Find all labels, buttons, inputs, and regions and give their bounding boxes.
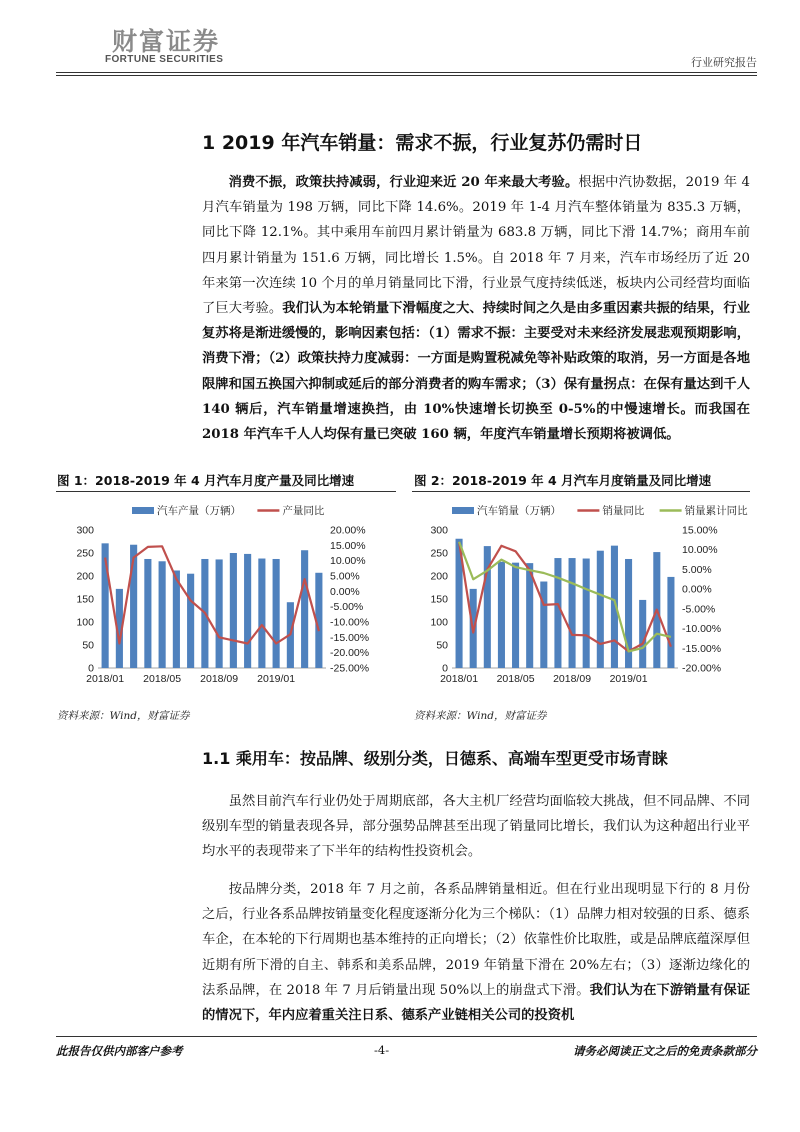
- right-axis-tick: 15.00%: [330, 539, 366, 552]
- footer-disclaimer: 此报告仅供内部客户参考: [56, 1044, 183, 1058]
- bar: [512, 563, 519, 668]
- p3-plain: 按品牌分类，2018 年 7 月之前，各系品牌销量相近。但在行业出现明显下行的 8 月份之后，行业各系品牌按销量变化程度逐渐分化为三个梯队：（1）品牌力相对较强的日系、德系车企，在本轮的下行周期也基本维持的正向增长；（2）依靠性价比取胜，或是品牌底蕴深厚但近期有所下滑的自主、韩系和美系品牌，2019 年销量下滑在 20%左右；（3）逐渐边缘化的法系品牌，在 2018 年 7 月后销量出现 50%以上的崩盘式下滑。: [202, 882, 750, 998]
- left-axis-tick: 0: [442, 662, 448, 675]
- left-axis-tick: 50: [436, 639, 448, 652]
- x-tick-label: 2018/05: [496, 673, 535, 685]
- p1-bold-conclusion: 我们认为本轮销量下滑幅度之大、持续时间之久是由多重因素共振的结果，行业复苏将是渐进缓慢的，影响因素包括：（1）需求不振：主要受对未来经济发展悲观预期影响，消费下滑；（2）政策扶持力度减弱：一方面是购置税减免等补贴政策的取消，另一方面是各地限牌和国五换国六抑制或延后的部分消费者的购车需求；（3）保有量拐点：在保有量达到千人 140 辆后，汽车销量增速换挡，由 10%快速增长切换至 0-5%的中慢速增长。而我国在 2018 年汽车千人人均保有量已突破 160 辆，年度汽车销量增长预期将被调低。: [202, 301, 751, 443]
- bar: [554, 558, 561, 668]
- right-axis-tick: 0.00%: [330, 585, 360, 598]
- right-axis-tick: 20.00%: [330, 524, 366, 537]
- left-axis-tick: 0: [88, 662, 94, 675]
- section-1-paragraph: [202, 170, 750, 447]
- bar: [187, 574, 194, 668]
- right-axis-tick: -25.00%: [330, 662, 370, 675]
- bar: [540, 582, 547, 668]
- bar: [144, 559, 151, 668]
- bar: [597, 551, 604, 668]
- section-1-1-paragraph-2: [202, 877, 750, 1028]
- bar: [583, 559, 590, 668]
- bar: [159, 561, 166, 668]
- left-axis-tick: 150: [430, 593, 448, 606]
- left-axis-tick: 250: [76, 547, 94, 560]
- legend-label: 汽车产量（万辆）: [157, 505, 241, 517]
- figure-2-chart: [412, 500, 750, 700]
- figure-1-source: 资料来源：Wind，财富证券: [57, 710, 190, 722]
- figure-1-rule: [56, 491, 396, 492]
- right-axis-tick: -10.00%: [330, 616, 370, 629]
- legend-label: 产量同比: [282, 505, 325, 517]
- left-axis-tick: 100: [76, 616, 94, 629]
- left-axis-tick: 50: [82, 639, 94, 652]
- right-axis-tick: -5.00%: [682, 603, 716, 616]
- right-axis-tick: -5.00%: [330, 601, 364, 614]
- figure-1-chart: [56, 500, 396, 700]
- x-tick-label: 2019/01: [257, 673, 296, 685]
- legend-swatch: [132, 507, 154, 514]
- series-line: [459, 542, 671, 652]
- x-tick-label: 2018/09: [200, 673, 239, 685]
- logo-cn: 财富证券: [112, 27, 221, 56]
- right-axis-tick: 5.00%: [330, 570, 360, 583]
- p1-plain: 根据中汽协数据，2019 年 4 月汽车销量为 198 万辆，同比下降 14.6%。2019 年 1-4 月汽车整体销量为 835.3 万辆，同比下降 12.1%。其中乘用车前四月累计销量为 683.8 万辆，同比下滑 14.7%；商用车前四月累计销量为 151.6 万辆，同比增长 1.5%。自 2018 年 7 月来，汽车市场经历了近 20 年来第一次连续 10 个月的单月销量同比下滑，行业景气度持续低迷，板块内公司经营均面临了巨大考验。: [202, 175, 750, 317]
- bar: [498, 562, 505, 668]
- right-axis-tick: -15.00%: [682, 642, 722, 655]
- section-1-1-title: 1.1 乘用车：按品牌、级别分类，日德系、高端车型更受市场青睐: [202, 749, 668, 768]
- series-line: [459, 542, 671, 652]
- legend-swatch: [452, 507, 474, 514]
- left-axis-tick: 200: [430, 570, 448, 583]
- right-axis-tick: 0.00%: [682, 583, 712, 596]
- left-axis-tick: 300: [76, 524, 94, 537]
- right-axis-tick: 15.00%: [682, 524, 718, 537]
- logo-en: FORTUNE SECURITIES: [105, 54, 224, 65]
- figure-2-title: 图 2：2018-2019 年 4 月汽车月度销量及同比增速: [414, 473, 712, 488]
- x-tick-label: 2018/01: [440, 673, 479, 685]
- bar: [639, 600, 646, 668]
- footer-rule: [56, 1036, 757, 1037]
- bar: [173, 570, 180, 668]
- left-axis-tick: 300: [430, 524, 448, 537]
- left-axis-tick: 250: [430, 547, 448, 560]
- left-axis-tick: 100: [430, 616, 448, 629]
- bar: [667, 577, 674, 668]
- figure-2-source: 资料来源：Wind，财富证券: [414, 710, 547, 722]
- bar: [301, 550, 308, 668]
- section-1-title: 1 2019 年汽车销量：需求不振，行业复苏仍需时日: [202, 132, 643, 154]
- right-axis-tick: -10.00%: [682, 623, 722, 636]
- bar: [258, 559, 265, 668]
- page-number: -4-: [374, 1043, 390, 1057]
- x-tick-label: 2018/05: [143, 673, 182, 685]
- p1-bold-lead: 消费不振，政策扶持减弱，行业迎来近 20 年来最大考验。: [228, 175, 579, 190]
- bar: [569, 558, 576, 668]
- report-type: 行业研究报告: [691, 56, 757, 69]
- figure-2-rule: [412, 491, 750, 492]
- legend-label: 销量累计同比: [684, 505, 748, 517]
- x-tick-label: 2018/01: [86, 673, 125, 685]
- bar: [216, 559, 223, 668]
- footer-notice: 请务必阅读正文之后的免责条款部分: [573, 1044, 757, 1058]
- header-rule-thin: [56, 75, 757, 76]
- x-tick-label: 2019/01: [609, 673, 648, 685]
- section-1-1-paragraph-1: 虽然目前汽车行业仍处于周期底部，各大主机厂经营均面临较大挑战，但不同品牌、不同级别车型的销量表现各异，部分强势品牌甚至出现了销量同比增长，我们认为这种超出行业平均水平的表现带来了下半年的结构性投资机会。: [202, 794, 750, 860]
- right-axis-tick: -20.00%: [330, 647, 370, 660]
- x-tick-label: 2018/09: [553, 673, 592, 685]
- left-axis-tick: 200: [76, 570, 94, 583]
- right-axis-tick: 10.00%: [682, 544, 718, 557]
- right-axis-tick: 10.00%: [330, 555, 366, 568]
- legend-label: 销量同比: [602, 505, 645, 517]
- figure-1-title: 图 1：2018-2019 年 4 月汽车月度产量及同比增速: [57, 473, 355, 488]
- right-axis-tick: -20.00%: [682, 662, 722, 675]
- bar: [230, 553, 237, 668]
- right-axis-tick: -15.00%: [330, 631, 370, 644]
- legend-label: 汽车销量（万辆）: [477, 505, 561, 517]
- bar: [273, 559, 280, 668]
- right-axis-tick: 5.00%: [682, 563, 712, 576]
- left-axis-tick: 150: [76, 593, 94, 606]
- p3-bold: 我们认为在下游销量有保证的情况下，年内应着重关注日系、德系产业链相关公司的投资机: [202, 982, 750, 1024]
- header-rule: [56, 72, 757, 73]
- bar: [244, 554, 251, 668]
